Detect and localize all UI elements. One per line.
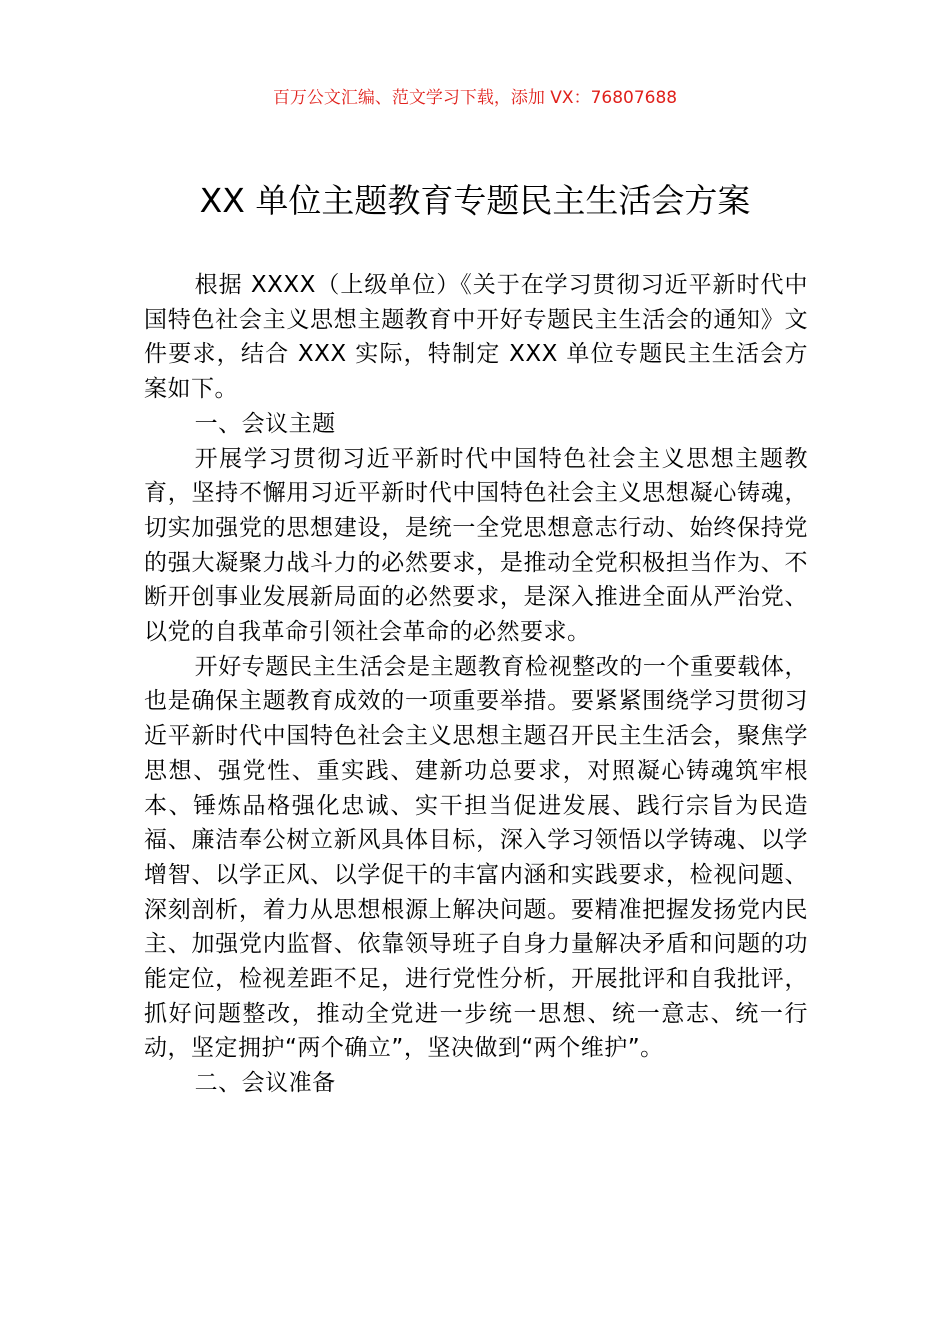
body-paragraph: 开好专题民主生活会是主题教育检视整改的一个重要载体，也是确保主题教育成效的一项重要举措。要紧紧围绕学习贯彻习近平新时代中国特色社会主义思想主题召开民主生活会，聚焦学思想、强党性、重实践、建新功总要求，对照凝心铸魂筑牢根本、锤炼品格强化忠诚、实干担当促进发展、践行宗旨为民造福、廉洁奉公树立新风具体目标，深入学习领悟以学铸魂、以学增智、以学正风、以学促干的丰富内涵和实践要求，检视问题、深刻剖析，着力从思想根源上解决问题。要精准把握发扬党内民主、加强党内监督、依靠领导班子自身力量解决矛盾和问题的功能定位，检视差距不足，进行党性分析，开展批评和自我批评，抓好问题整改，推动全党进一步统一思想、统一意志、统一行动，坚定拥护“两个确立”，坚决做到“两个维护”。: [144, 653, 808, 1062]
document-title: XX 单位主题教育专题民主生活会方案: [199, 181, 751, 220]
section-heading-2: 二、会议准备: [194, 1070, 336, 1097]
intro-paragraph: 根据 XXXX（上级单位）《关于在学习贯彻习近平新时代中国特色社会主义思想主题教育中开好专题民主生活会的通知》文件要求，结合 XXX 实际，特制定 XXX 单位专题民主生活会方案如下。: [144, 272, 808, 403]
header-watermark-note: 百万公文汇编、范文学习下载，添加 VX：76807688: [272, 88, 678, 108]
body-paragraph: 开展学习贯彻习近平新时代中国特色社会主义思想主题教育，坚持不懈用习近平新时代中国特色社会主义思想凝心铸魂，切实加强党的思想建设，是统一全党思想意志行动、始终保持党的强大凝聚力战斗力的必然要求，是推动全党积极担当作为、不断开创事业发展新局面的必然要求，是深入推进全面从严治党、以党的自我革命引领社会革命的必然要求。: [144, 445, 808, 646]
document-body: [144, 268, 808, 1101]
section-heading-1: 一、会议主题: [194, 410, 336, 437]
